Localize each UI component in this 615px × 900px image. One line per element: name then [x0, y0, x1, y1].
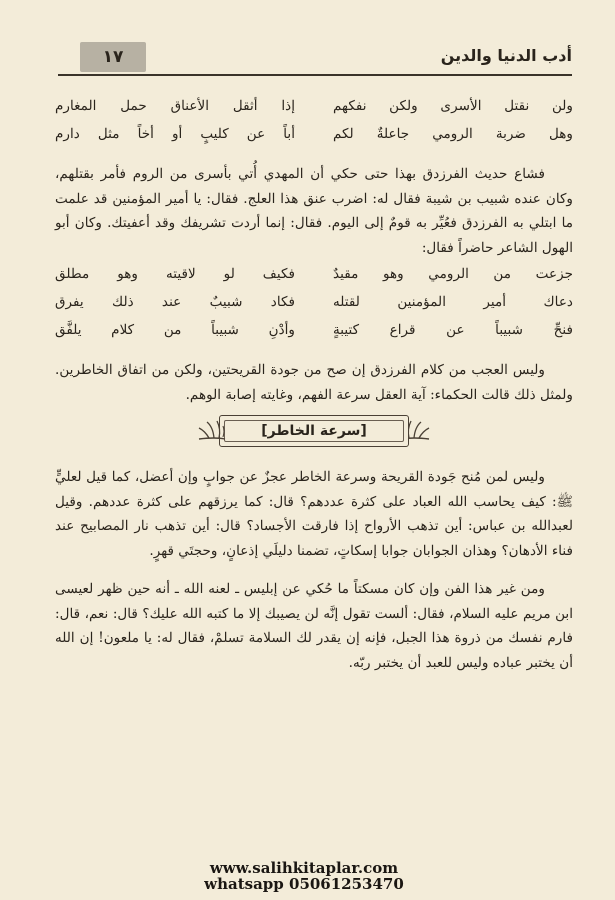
poem-hemistich-first: جزعت من الرومي وهو مقيدٌ	[333, 266, 573, 282]
page-header	[58, 40, 572, 76]
poem-hemistich-second: فكيف لو لاقيته وهو مطلق	[55, 266, 295, 282]
book-title: أدب الدنيا والدين	[440, 46, 572, 65]
poem-hemistich-first: وهل ضربة الرومي جاعلةٌ لكم	[333, 126, 573, 142]
poem-farazdaq	[55, 92, 573, 148]
poem-line	[55, 92, 573, 120]
header-rule	[58, 74, 572, 76]
poem-hemistich-second: أباً عن كليبٍ أو أخاً مثل دارم	[55, 126, 295, 142]
poem-hemistich-first: ولن نقتل الأسرى ولكن نفكهم	[333, 98, 573, 114]
section-heading	[55, 411, 573, 451]
poem-hemistich-first: دعاك أمير المؤمنين لقتله	[333, 294, 573, 310]
page-content	[55, 92, 573, 675]
poem-abu-alhawl	[55, 260, 573, 344]
whatsapp-text: whatsapp 05061253470	[204, 875, 404, 893]
paragraph-mahdi-story: فشاع حديث الفرزدق بهذا حتى حكي أن المهدي أُتي بأسرى من الروم فأمر بقتلهم، وكان عنده شبيب بن شيبة فقال له: اضرب عنق هذا العلج. فقال: يا أمير المؤمنين قد علمت ما ابتلي به الفرزدق فعُيِّر به قومٌ إلى اليوم. فقال: إنما أردت تشريفك وقد أعفيتك. وكان أبو الهول الشاعر حاضراً فقال:	[55, 166, 573, 256]
poem-line	[55, 288, 573, 316]
website-text: www.salihkitaplar.com	[209, 859, 399, 877]
poem-hemistich-second: فكاد شبيبٌ عند ذلك يفرق	[55, 294, 295, 310]
poem-hemistich-second: إذا أثقل الأعناق حمل المغارم	[55, 98, 295, 114]
paragraph-quick-wit: وليس لمن مُنح جَودة القريحة وسرعة الخاطر عجزٌ عن جوابٍ وإن أعضل، كما قيل لعليٍّ ﷺ: كيف يحاسب الله العباد على كثرة عددهم؟ قال: كما يرزقهم على كثرة عددهم. وقيل لعبدالله بن عباس: أين تذهب الأرواح إذا فارقت الأجساد؟ قال: أين تذهب نار المصابيح عند فناء الأدهان؟ وهذان الجوابان جوابا إسكاتٍ، تضمنا دليلَي إذعانٍ، وحجتَي قهرٍ.	[55, 469, 573, 559]
paragraph-iblis: ومن غير هذا الفن وإن كان مسكتاً ما حُكي عن إبليس ـ لعنه الله ـ أنه حين ظهر لعيسى ابن مريم عليه السلام، فقال: ألست تقول إنَّه لن يصيبك إلا ما كتبه الله عليك؟ قال: نعم، قال: فارم نفسك من ذروة هذا الجبل، فإنه إن يقدر لك السلامة تسلمْ، فقال له: يا ملعون! إن الله أن يختبر عباده وليس للعبد أن يختبر ربّه.	[55, 581, 573, 671]
poem-hemistich-second: وأدْنِ شبيباً من كلام يلفَّق	[55, 322, 295, 338]
floral-ornament-icon	[197, 417, 227, 443]
poem-line	[55, 120, 573, 148]
poem-hemistich-first: فنحِّ شبيباً عن قراع كتيبةٍ	[333, 322, 573, 338]
section-title: [سرعة الخاطر]	[219, 415, 409, 447]
page-number: ١٧	[80, 42, 146, 72]
footer-watermark	[188, 860, 420, 892]
poem-line	[55, 260, 573, 288]
poem-line	[55, 316, 573, 344]
paragraph-wonder: وليس العجب من كلام الفرزدق إن صح من جودة القريحتين، ولكن من اتفاق الخاطرين. ولمثل ذلك قالت الحكماء: آية العقل سرعة الفهم، وغايته إصابة الوهم.	[55, 362, 573, 403]
